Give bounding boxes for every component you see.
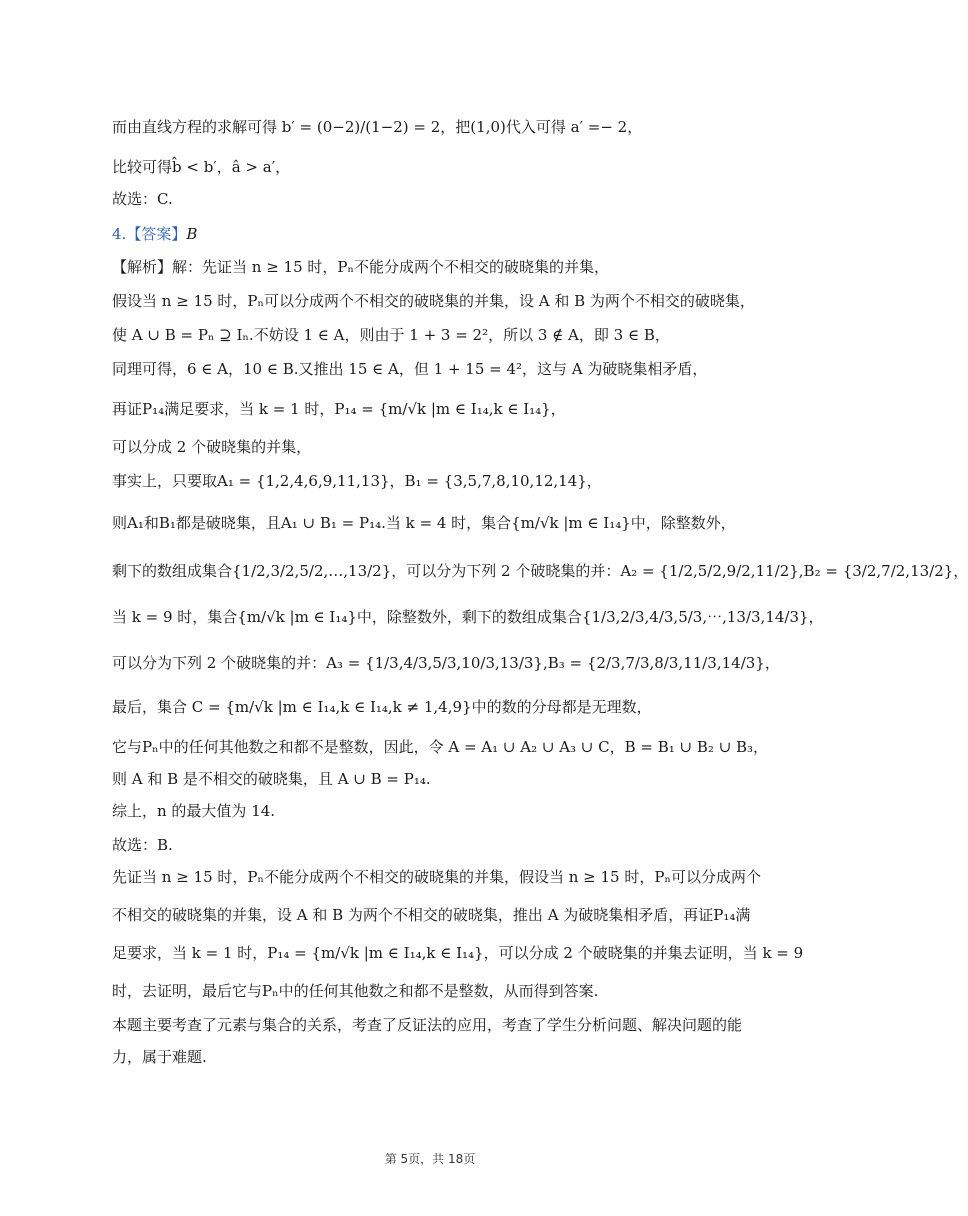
text-line: 剩下的数组成集合{1/2,3/2,5/2,…,13/2}，可以分为下列 2 个破晓集的并：A₂ = {1/2,5/2,9/2,11/2},B₂ = {3/2,7/2,13/2}， — [112, 562, 968, 580]
text-line: 故选：B. — [112, 836, 173, 854]
summary-line: 时，去证明，最后它与Pₙ中的任何其他数之和都不是整数，从而得到答案. — [112, 982, 599, 1000]
text-line: 当 k = 9 时，集合{m/√k |m ∈ I₁₄}中，除整数外，剩下的数组成集合{1/3,2/3,4/3,5/3,⋯,13/3,14/3}， — [112, 608, 824, 626]
text-line: 则A₁和B₁都是破晓集，且A₁ ∪ B₁ = P₁₄.当 k = 4 时，集合{m/√k |m ∈ I₁₄}中，除整数外， — [112, 514, 736, 532]
text-line: 故选：C. — [112, 190, 173, 208]
text-line: 它与Pₙ中的任何其他数之和都不是整数，因此，令 A = A₁ ∪ A₂ ∪ A₃ ∪ C，B = B₁ ∪ B₂ ∪ B₃， — [112, 738, 769, 756]
summary-line: 本题主要考查了元素与集合的关系，考查了反证法的应用，考查了学生分析问题、解决问题的能 — [112, 1016, 743, 1034]
answer-number: 4. — [112, 225, 127, 243]
answer-value: B — [186, 225, 198, 243]
answer-heading — [112, 223, 764, 245]
page-footer: 第 5页，共 18页 — [384, 1152, 476, 1166]
summary-line: 不相交的破晓集的并集，设 A 和 B 为两个不相交的破晓集，推出 A 为破晓集相矛盾，再证P₁₄满 — [112, 906, 751, 924]
text-line: 使 A ∪ B = Pₙ ⊇ Iₙ.不妨设 1 ∈ A，则由于 1 + 3 = 2²，所以 3 ∉ A，即 3 ∈ B， — [112, 326, 670, 344]
summary-line: 先证当 n ≥ 15 时，Pₙ不能分成两个不相交的破晓集的并集，假设当 n ≥ 15 时，Pₙ可以分成两个 — [112, 868, 761, 886]
summary-line: 力，属于难题. — [112, 1048, 207, 1066]
summary-line: 足要求，当 k = 1 时，P₁₄ = {m/√k |m ∈ I₁₄,k ∈ I₁₄}，可以分成 2 个破晓集的并集去证明，当 k = 9 — [112, 944, 804, 962]
text-line: 则 A 和 B 是不相交的破晓集，且 A ∪ B = P₁₄. — [112, 770, 431, 788]
text-line: 可以分为下列 2 个破晓集的并：A₃ = {1/3,4/3,5/3,10/3,13/3},B₃ = {2/3,7/3,8/3,11/3,14/3}， — [112, 654, 780, 672]
text-line: 事实上，只要取A₁ = {1,2,4,6,9,11,13}，B₁ = {3,5,7,8,10,12,14}， — [112, 472, 602, 490]
text-line: 再证P₁₄满足要求，当 k = 1 时，P₁₄ = {m/√k |m ∈ I₁₄,k ∈ I₁₄}， — [112, 400, 566, 418]
text-line: 可以分成 2 个破晓集的并集， — [112, 438, 312, 456]
text-line: 同理可得，6 ∈ A，10 ∈ B.又推出 15 ∈ A，但 1 + 15 = 4²，这与 A 为破晓集相矛盾， — [112, 360, 708, 378]
text-line: 比较可得b̂ < b′，â > a′， — [112, 158, 291, 176]
text-line: 假设当 n ≥ 15 时，Pₙ可以分成两个不相交的破晓集的并集，设 A 和 B 为两个不相交的破晓集， — [112, 292, 755, 310]
answer-tag: 【答案】 — [126, 225, 187, 243]
text-line: 而由直线方程的求解可得 b′ = (0−2)/(1−2) = 2，把(1,0)代入可得 a′ =− 2， — [112, 118, 643, 136]
text-line: 综上，n 的最大值为 14. — [112, 802, 276, 820]
analysis-line: 【解析】解：先证当 n ≥ 15 时，Pₙ不能分成两个不相交的破晓集的并集， — [112, 258, 609, 276]
text-line: 最后，集合 C = {m/√k |m ∈ I₁₄,k ∈ I₁₄,k ≠ 1,4,9}中的数的分母都是无理数， — [112, 698, 652, 716]
